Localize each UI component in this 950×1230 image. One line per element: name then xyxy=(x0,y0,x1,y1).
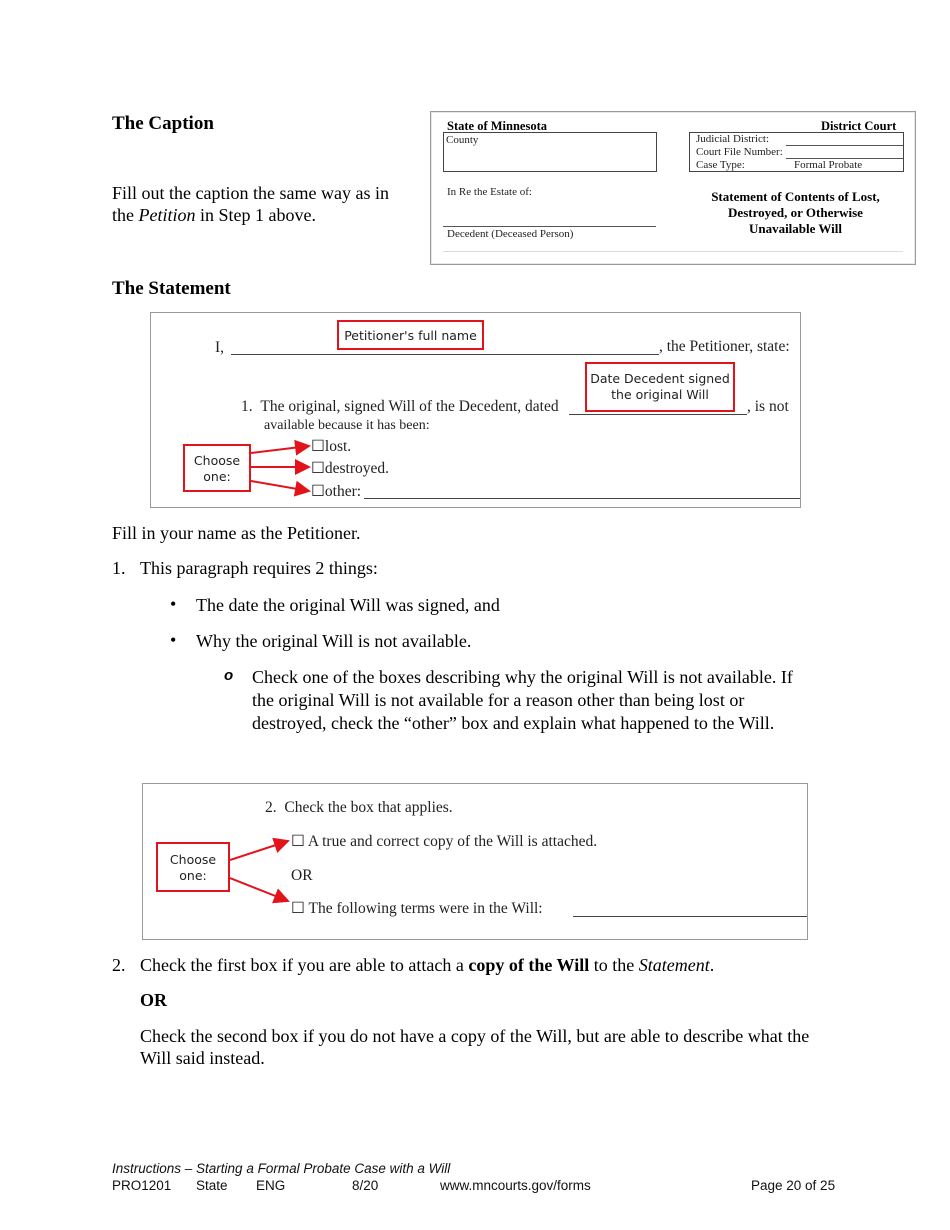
case-type-value: Formal Probate xyxy=(794,159,863,171)
petitioner-state-text: , the Petitioner, state: xyxy=(659,338,790,355)
para2-prefix: Check the first box if you are able to attach a xyxy=(140,955,464,975)
caption-instruction xyxy=(112,182,412,226)
para3-text xyxy=(140,1025,809,1069)
judicial-district-label: Judicial District: xyxy=(696,133,770,145)
option-other[interactable]: ☐other: xyxy=(311,483,362,500)
caption-form-title xyxy=(693,189,898,237)
form-title-line1: Statement of Contents of Lost, xyxy=(711,189,880,204)
sub-bullet-line-2: the original Will is not available for a reason other than being lost or xyxy=(252,690,745,710)
footer-url[interactable]: www.mncourts.gov/forms xyxy=(440,1178,591,1193)
option-copy-attached[interactable]: ☐ A true and correct copy of the Will is attached. xyxy=(291,833,598,850)
choose-line2: one: xyxy=(203,469,231,484)
option-terms[interactable]: ☐ The following terms were in the Will: xyxy=(291,900,543,917)
callout-choose-one-2 xyxy=(156,842,230,892)
arrow-copy xyxy=(230,841,288,860)
caption-instruction-prefix: Fill out the caption the same way as in the xyxy=(112,183,389,225)
county-label: County xyxy=(446,134,479,146)
copy-form-image xyxy=(142,783,808,940)
choose-line1: Choose xyxy=(193,453,241,468)
para1-text: This paragraph requires 2 things: xyxy=(140,558,378,578)
bullet-1: The date the original Will was signed, and xyxy=(196,595,500,615)
arrow-terms xyxy=(230,878,288,901)
caption-form-image xyxy=(430,111,916,265)
para3-line-2: Will said instead. xyxy=(140,1048,265,1068)
callout-date-line2: the original Will xyxy=(611,387,709,402)
sub-bullet-marker: o xyxy=(224,667,234,684)
caption-state: State of Minnesota xyxy=(447,119,547,133)
footer-title: Instructions – Starting a Formal Probate Case with a Will xyxy=(112,1161,451,1176)
arrow-lost xyxy=(251,446,309,453)
choose2-line1: Choose xyxy=(169,852,217,867)
para1-number: 1. xyxy=(112,558,126,578)
estate-label: In Re the Estate of: xyxy=(447,186,532,198)
arrow-other xyxy=(251,481,309,491)
caption-instruction-suffix: in Step 1 above. xyxy=(200,205,316,225)
callout-date-line1: Date Decedent signed xyxy=(590,371,730,386)
footer-page: Page 20 of 25 xyxy=(751,1178,836,1193)
other-line xyxy=(364,498,800,499)
footer-form-code: PRO1201 xyxy=(112,1178,172,1193)
statement-form-image xyxy=(150,312,801,508)
county-box xyxy=(443,132,657,172)
copy-form-or: OR xyxy=(291,867,313,884)
sub-bullet-line-3: destroyed, check the “other” box and explain what happened to the Will. xyxy=(252,713,775,733)
callout-date-signed xyxy=(585,362,735,412)
para2-bold: copy of the Will xyxy=(468,955,590,975)
choose-arrows-2 xyxy=(230,834,300,906)
para3-line-1: Check the second box if you do not have a copy of the Will, but are able to describe what the xyxy=(140,1026,810,1046)
item2-text: 2. Check the box that applies. xyxy=(265,799,453,816)
para2-italic: Statement xyxy=(638,955,710,975)
case-info-box xyxy=(689,132,904,172)
terms-line xyxy=(573,916,807,917)
decedent-label: Decedent (Deceased Person) xyxy=(447,228,574,240)
fill-name-text: Fill in your name as the Petitioner. xyxy=(112,523,361,543)
callout-choose-one xyxy=(183,444,251,492)
caption-instruction-italic: Petition xyxy=(138,205,196,225)
bullet-2: Why the original Will is not available. xyxy=(196,631,472,651)
i-label: I, xyxy=(215,339,225,356)
callout-petitioner-name: Petitioner's full name xyxy=(337,320,484,350)
petitioner-name-line xyxy=(231,354,659,355)
case-type-label: Case Type: xyxy=(696,159,745,171)
para2-mid: to the xyxy=(593,955,635,975)
item1-suffix: , is not xyxy=(747,398,789,415)
bullet-marker-1: • xyxy=(170,594,177,614)
footer-state: State xyxy=(196,1178,228,1193)
or-label: OR xyxy=(140,990,167,1010)
para2-number: 2. xyxy=(112,955,126,975)
footer-language: ENG xyxy=(256,1178,286,1193)
date-line xyxy=(569,414,747,415)
item1-text: 1. The original, signed Will of the Decedent, dated xyxy=(241,398,559,415)
choose2-line2: one: xyxy=(179,868,207,883)
court-file-number-label: Court File Number: xyxy=(696,146,783,158)
option-lost[interactable]: ☐lost. xyxy=(311,438,352,455)
item1-continuation: available because it has been: xyxy=(264,418,430,433)
footer-date: 8/20 xyxy=(352,1178,379,1193)
bullet-marker-2: • xyxy=(170,630,177,650)
caption-court: District Court xyxy=(821,119,897,133)
option-destroyed[interactable]: ☐destroyed. xyxy=(311,460,390,477)
para2-text xyxy=(140,954,714,976)
form-title-line2: Destroyed, or Otherwise xyxy=(728,205,863,220)
sub-bullet-line-1: Check one of the boxes describing why the original Will is not available. If xyxy=(252,667,793,687)
sub-bullet-text xyxy=(252,666,793,735)
caption-heading: The Caption xyxy=(112,113,214,134)
para2-end: . xyxy=(709,955,715,975)
statement-heading: The Statement xyxy=(112,278,231,299)
form-title-line3: Unavailable Will xyxy=(748,221,843,236)
